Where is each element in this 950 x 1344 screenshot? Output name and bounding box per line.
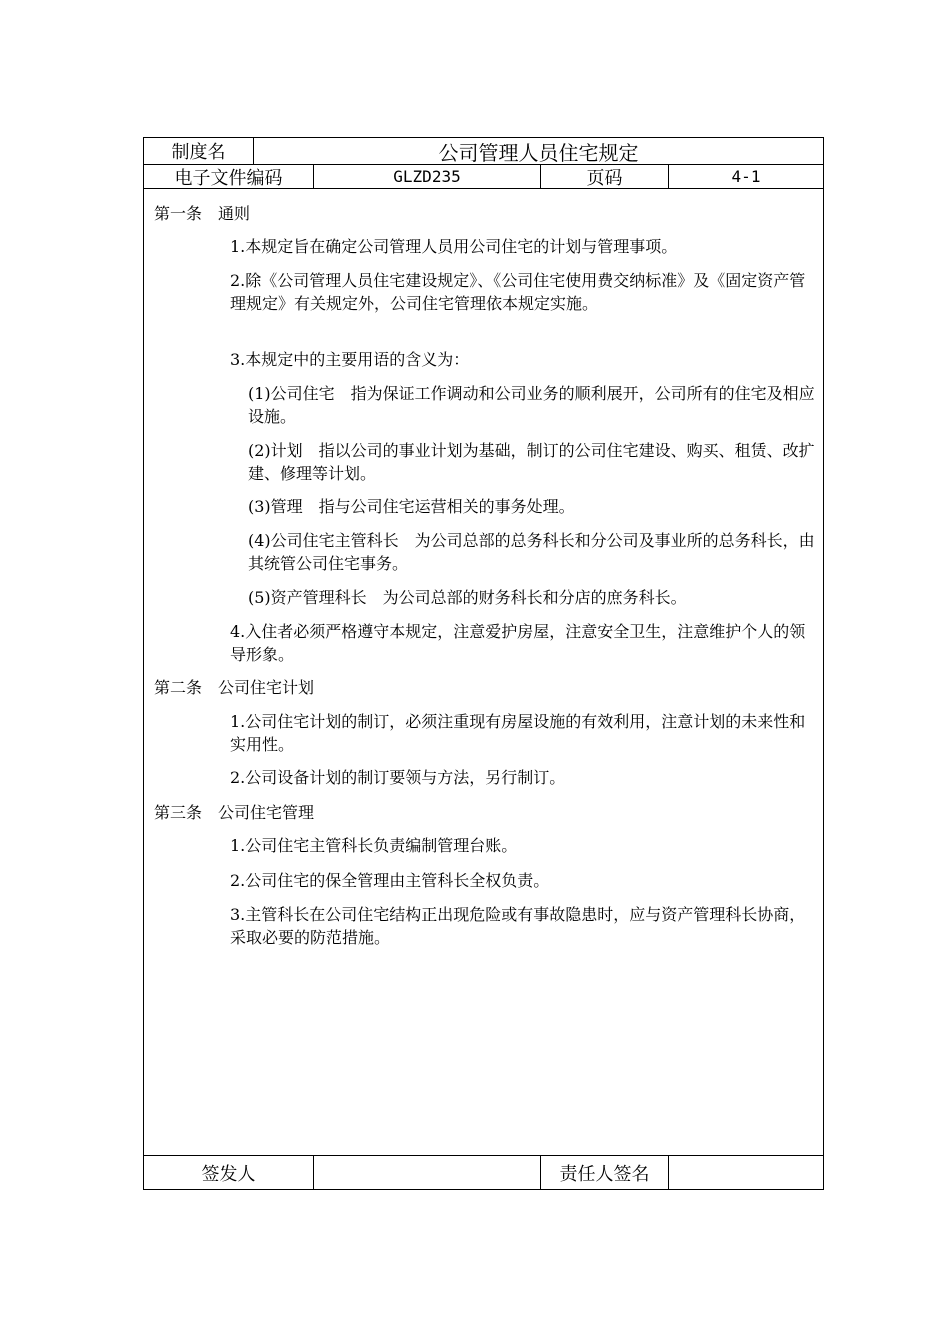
signature-row [144, 1156, 823, 1189]
header-row-title [144, 138, 823, 165]
article-1-item-4: 4.入住者必须严格遵守本规定，注意爱护房屋，注意安全卫生，注意维护个人的领导形象。 [230, 622, 806, 664]
responsible-label: 责任人签名 [541, 1156, 669, 1189]
article-1-subitem-2: (2)计划 指以公司的事业计划为基础，制订的公司住宅建设、购买、租赁、改扩建、修理等计划。 [248, 441, 815, 483]
page-label: 页码 [541, 165, 669, 188]
file-code-value: GLZD235 [314, 165, 541, 188]
file-code-label: 电子文件编码 [144, 165, 314, 188]
article-1-subitem-4: (4)公司住宅主管科长 为公司总部的总务科长和分公司及事业所的总务科长，由其统管公司住宅事务。 [248, 531, 815, 573]
article-1-item-2: 2.除《公司管理人员住宅建设规定》、《公司住宅使用费交纳标准》及《固定资产管理规定》有关规定外，公司住宅管理依本规定实施。 [230, 271, 806, 313]
responsible-signature-field[interactable] [669, 1156, 823, 1189]
article-3-item-2: 2.公司住宅的保全管理由主管科长全权负责。 [230, 871, 550, 890]
article-3-item-3: 3.主管科长在公司住宅结构正出现危险或有事故隐患时，应与资产管理科长协商，采取必要的防范措施。 [230, 905, 806, 947]
article-2-heading: 第二条 公司住宅计划 [154, 678, 315, 697]
system-name-label: 制度名 [144, 138, 254, 164]
system-name-value: 公司管理人员住宅规定 [438, 140, 639, 165]
issuer-label: 签发人 [144, 1156, 314, 1189]
issuer-signature-field[interactable] [314, 1156, 541, 1189]
page-value: 4-1 [731, 167, 761, 186]
article-2-item-2: 2.公司设备计划的制订要领与方法，另行制订。 [230, 768, 566, 787]
article-1-item-3: 3.本规定中的主要用语的含义为： [230, 350, 470, 369]
article-1-subitem-1: (1)公司住宅 指为保证工作调动和公司业务的顺利展开，公司所有的住宅及相应设施。 [248, 384, 815, 426]
article-2-item-1: 1.公司住宅计划的制订，必须注重现有房屋设施的有效利用，注意计划的未来性和实用性。 [230, 712, 806, 754]
regulation-document [143, 137, 824, 1190]
article-1-item-1: 1.本规定旨在确定公司管理人员用公司住宅的计划与管理事项。 [230, 237, 678, 256]
header-row-meta [144, 165, 823, 189]
document-body [144, 189, 823, 1156]
article-3-heading: 第三条 公司住宅管理 [154, 803, 315, 822]
article-1-subitem-3: (3)管理 指与公司住宅运营相关的事务处理。 [248, 497, 575, 516]
article-3-item-1: 1.公司住宅主管科长负责编制管理台账。 [230, 836, 518, 855]
article-1-subitem-5: (5)资产管理科长 为公司总部的财务科长和分店的庶务科长。 [248, 588, 687, 607]
article-1-heading: 第一条 通则 [154, 204, 251, 223]
